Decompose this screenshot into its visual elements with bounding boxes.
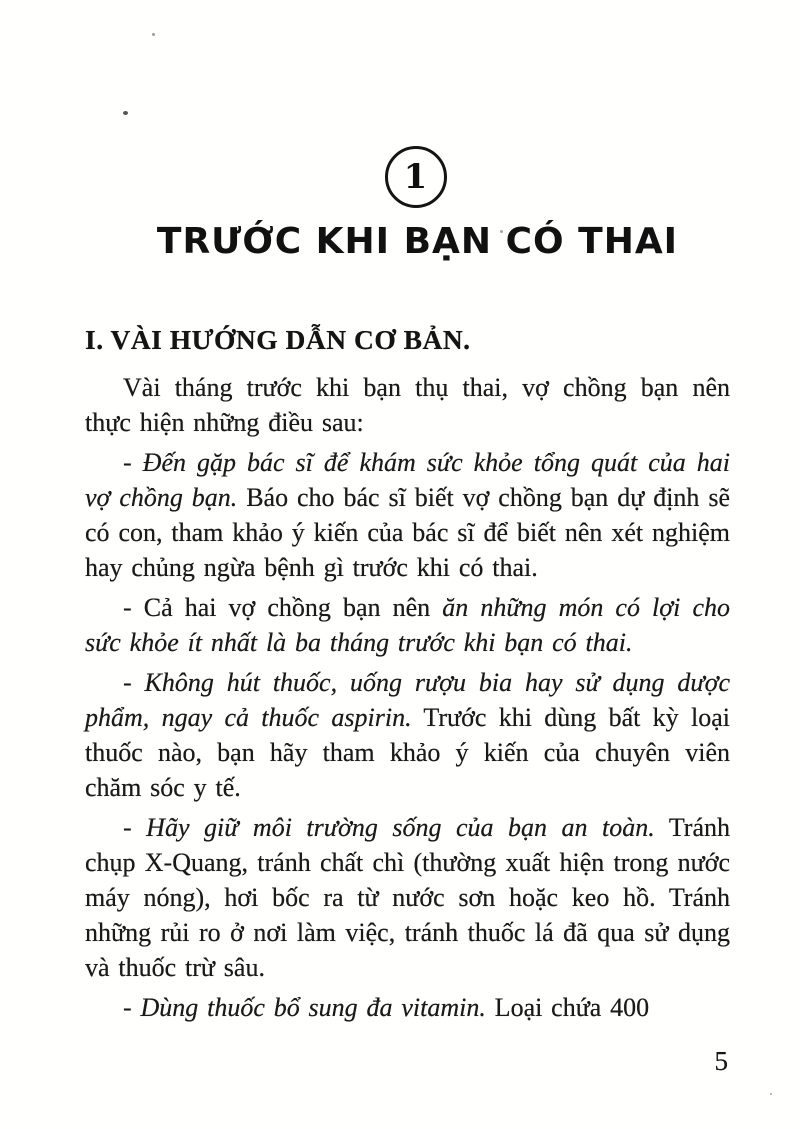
paragraph-text: Vài tháng trước khi bạn thụ thai, vợ chồng bạn nên thực hiện những điều sau:: [85, 373, 730, 437]
paragraph-intro: [85, 370, 730, 440]
paragraph-text: Báo cho bác sĩ biết vợ chồng bạn dự định sẽ có con, tham khảo ý kiến của bác sĩ để biết nên xét nghiệm hay chủng ngừa bệnh gì trước khi có thai.: [85, 483, 731, 582]
paragraph-no-smoking: [85, 665, 730, 805]
paragraph-text-italic: - Dùng thuốc bổ sung đa vitamin.: [123, 993, 486, 1022]
paragraph-text: Loại chứa 400: [485, 993, 650, 1022]
chapter-badge-row: [85, 0, 730, 208]
paragraph-text: Trước khi dùng bất kỳ loại thuốc nào, bạn hãy tham khảo ý kiến của chuyên viên chăm sóc y tế.: [85, 703, 730, 802]
section-heading: I. VÀI HƯỚNG DẪN CƠ BẢN.: [85, 324, 471, 355]
paragraph-healthy-food: [85, 590, 730, 660]
paragraph-text: - Cả hai vợ chồng bạn nên: [123, 593, 443, 622]
paragraph-text-italic: - Hãy giữ môi trường sống của bạn an toàn.: [123, 813, 655, 842]
chapter-number: 1: [403, 157, 428, 197]
paragraph-text-italic: - Không hút thuốc, uống rượu bia hay sử dụng dược phẩm, ngay cả thuốc aspirin.: [85, 668, 730, 732]
paragraph-text: Tránh chụp X-Quang, tránh chất chì (thường xuất hiện trong nước máy nóng), hơi bốc ra từ nước sơn hoặc keo hồ. Tránh những rủi ro ở nơi làm việc, tránh thuốc lá đã qua sử dụng và thuốc trừ sâu.: [85, 813, 730, 982]
body-text: [85, 370, 730, 1025]
page-number: 5: [714, 1046, 728, 1076]
paragraph-safe-environment: [85, 810, 730, 985]
paragraph-vitamins: [85, 990, 730, 1025]
paragraph-text-italic: ăn những món có lợi cho sức khỏe ít nhất là ba tháng trước khi bạn có thai.: [85, 593, 730, 657]
chapter-number-badge: [385, 146, 447, 208]
chapter-title: TRƯỚC KHI BẠN CÓ THAI: [156, 221, 679, 262]
paragraph-text-italic: - Đến gặp bác sĩ để khám sức khỏe tổng quát của hai vợ chồng bạn.: [85, 448, 730, 512]
scan-speck: [152, 33, 155, 36]
paragraph-doctor-visit: [85, 445, 730, 585]
scan-speck: [770, 1093, 772, 1095]
scan-speck: [123, 111, 128, 115]
